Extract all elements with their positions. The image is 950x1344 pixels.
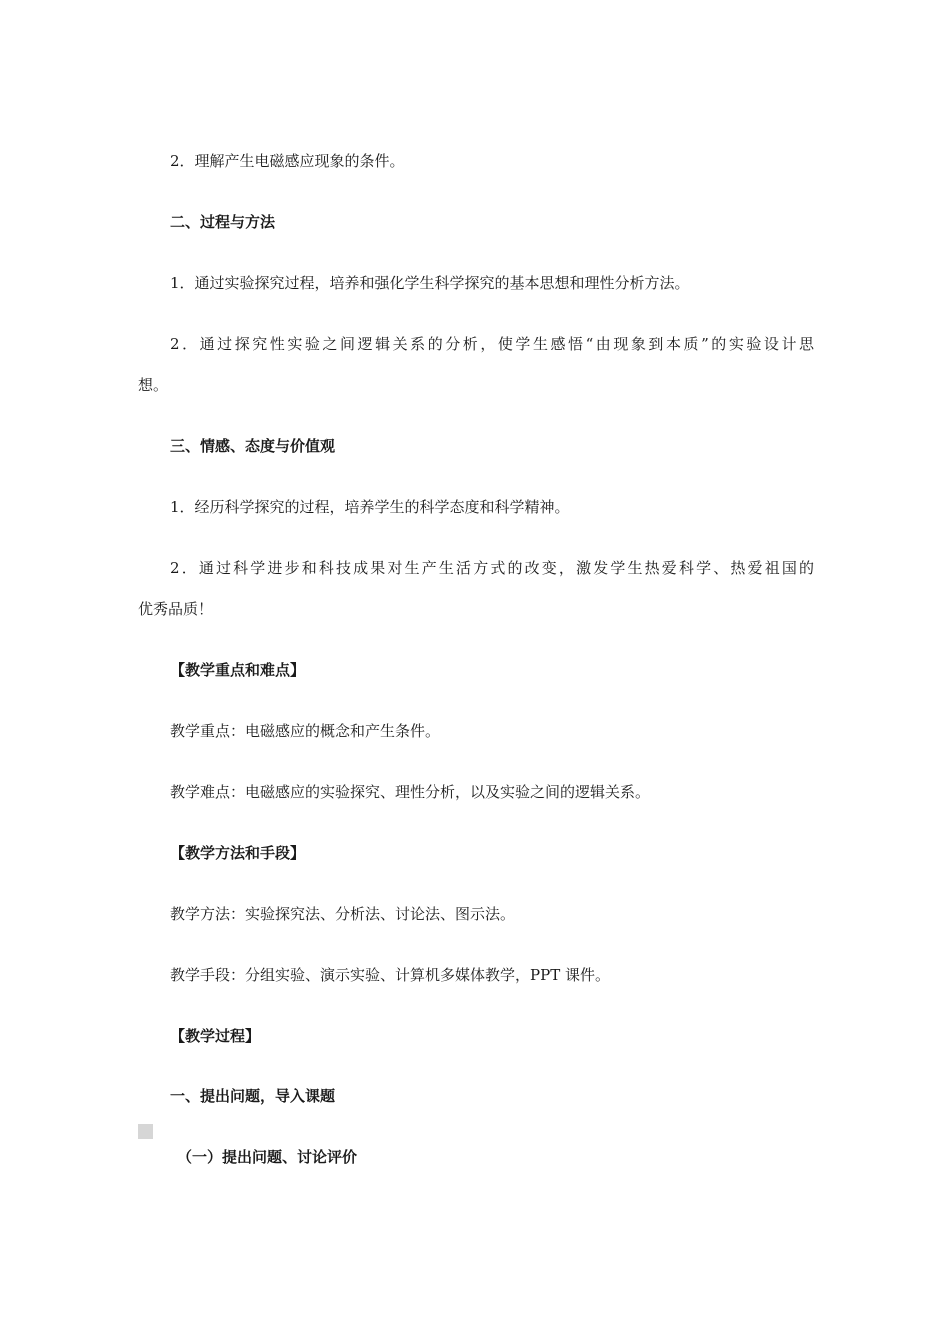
- objective-item: 2．理解产生电磁感应现象的条件。: [170, 152, 405, 170]
- section-heading-process: 二、过程与方法: [170, 213, 276, 231]
- step-heading: 一、提出问题，导入课题: [170, 1087, 336, 1105]
- difficulty-text: 教学难点：电磁感应的实验探究、理性分析，以及实验之间的逻辑关系。: [170, 783, 651, 801]
- means-text: 教学手段：分组实验、演示实验、计算机多媒体教学，PPT 课件。: [170, 966, 610, 984]
- section-heading-teaching-process: 【教学过程】: [170, 1027, 261, 1045]
- sub-step-heading: （一）提出问题、讨论评价: [177, 1148, 358, 1166]
- method-text: 教学方法：实验探究法、分析法、讨论法、图示法。: [170, 905, 516, 923]
- section-heading-key-points: 【教学重点和难点】: [170, 661, 306, 679]
- emotion-item: 1．经历科学探究的过程，培养学生的科学态度和科学精神。: [170, 498, 570, 516]
- process-item: 1．通过实验探究过程，培养和强化学生科学探究的基本思想和理性分析方法。: [170, 274, 690, 292]
- section-heading-emotion: 三、情感、态度与价值观: [170, 437, 336, 455]
- key-point-text: 教学重点：电磁感应的概念和产生条件。: [170, 722, 441, 740]
- emotion-item: 2．通过科学进步和科技成果对生产生活方式的改变，激发学生热爱科学、热爱祖国的: [170, 559, 814, 577]
- image-placeholder-marker: [138, 1124, 153, 1139]
- process-item: 2．通过探究性实验之间逻辑关系的分析，使学生感悟“由现象到本质”的实验设计思: [170, 335, 814, 353]
- section-heading-methods: 【教学方法和手段】: [170, 844, 306, 862]
- process-item-continuation: 想。: [138, 376, 169, 394]
- emotion-item-continuation: 优秀品质！: [138, 600, 214, 618]
